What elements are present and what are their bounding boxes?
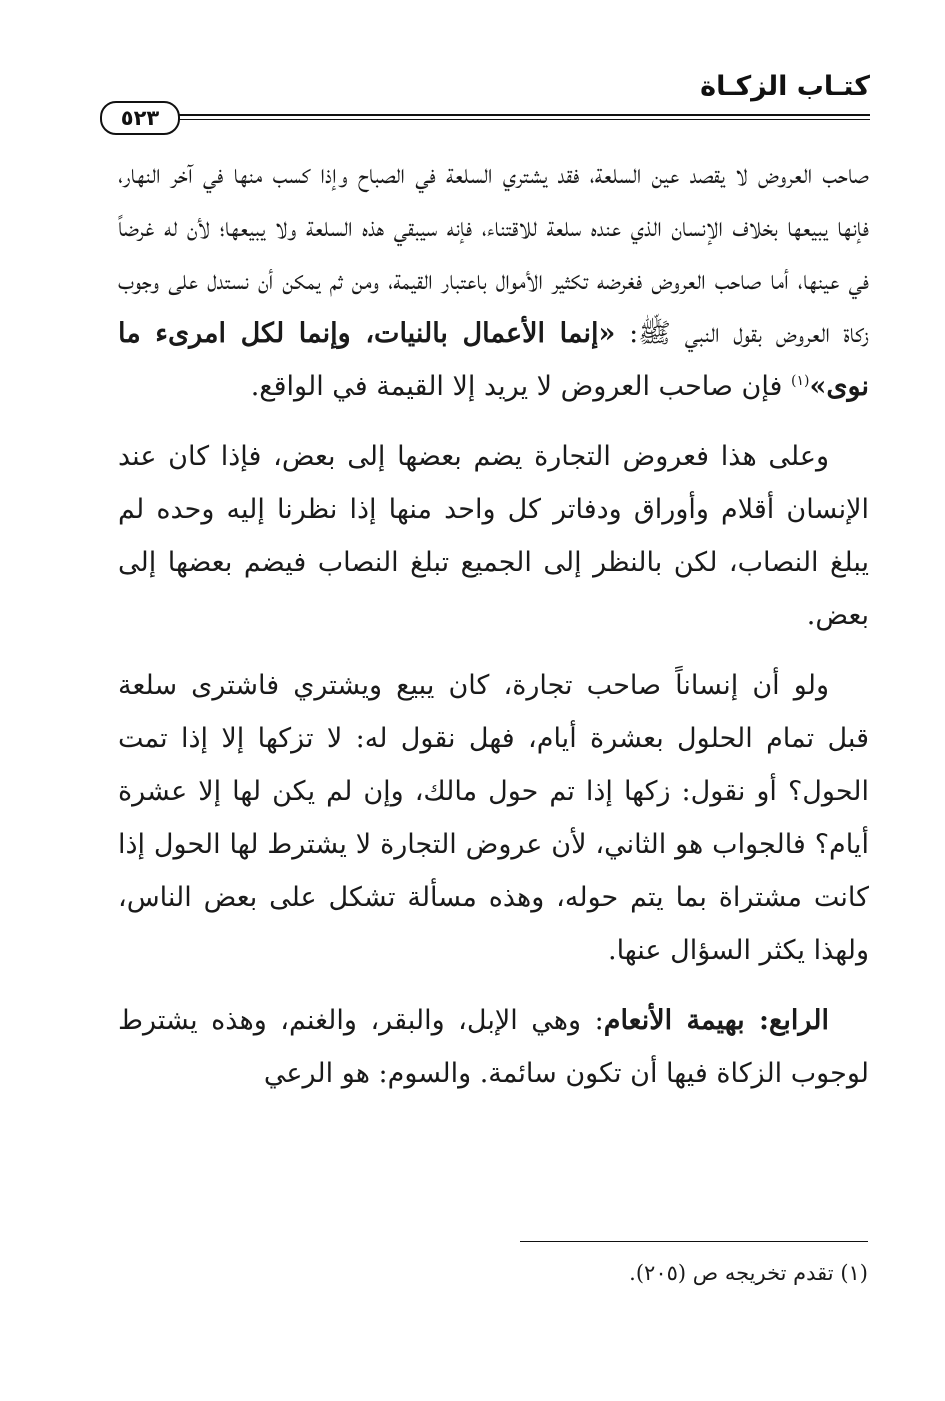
page-body (118, 148, 869, 1117)
paragraph-1 (118, 148, 869, 413)
footnote-marker: (١) (791, 373, 810, 389)
book-title: كتـاب الزكـاة (700, 71, 870, 102)
paragraph-2: وعلى هذا فعروض التجارة يضم بعضها إلى بعض، فإذا كان عند الإنسان أقلام وأوراق ودفاتر كل واحد منها إذا نظرنا إليه وحده لم يبلغ النصاب، لكن بالنظر إلى الجميع تبلغ النصاب فيضم بعضها إلى بعض. (118, 441, 869, 631)
header-rule (170, 114, 870, 116)
hadith-quote: «إنما الأعمال بالنيات، وإنما لكل امرىء ما نوى» (118, 318, 869, 402)
footnote-separator (520, 1241, 868, 1242)
header-rule-thin (170, 119, 870, 120)
page-number: ٥٢٣ (100, 101, 180, 135)
paragraph-3: ولو أن إنساناً صاحب تجارة، كان يبيع ويشتري فاشترى سلعة قبل تمام الحلول بعشرة أيام، فهل نقول له: لا تزكها إلا إذا تمت الحول؟ أو نقول: زكها إذا تم حول مالك، وإن لم يكن لها إلا عشرة أيام؟ فالجواب هو الثاني، لأن عروض التجارة لا يشترط لها الحول إذا كانت مشتراة بما يتم حوله، وهذه مسألة تشكل على بعض الناس، ولهذا يكثر السؤال عنها. (118, 670, 869, 966)
section-heading: الرابع: بهيمة الأنعام (603, 1005, 830, 1036)
paragraph-1-text: صاحب العروض لا يقصد عين السلعة، فقد يشتري السلعة في الصباح وإذا كسب منها في آخر النهار، فإنها يبيعها بخلاف الإنسان الذي عنده سلعة للاقتناء، فإنه سيبقي هذه السلعة ولا يبيعها؛ لأن له غرضاً في عينها، أما صاحب العروض فغرضه تكثير الأموال باعتبار القيمة، ومن ثم يمكن أن نستدل على وجوب زكاة العروض بقول النبي ﷺ: (118, 159, 869, 349)
page-header (100, 68, 870, 128)
paragraph-4 (118, 994, 869, 1100)
paragraph-1-end: فإن صاحب العروض لا يريد إلا القيمة في الواقع. (250, 371, 792, 402)
footnote: (١) تقدم تخريجه ص (٢٠٥). (629, 1261, 868, 1285)
paragraph-4-text: : وهي الإبل، والبقر، والغنم، وهذه يشترط لوجوب الزكاة فيها أن تكون سائمة. والسوم: هو الرعي (118, 1005, 869, 1089)
